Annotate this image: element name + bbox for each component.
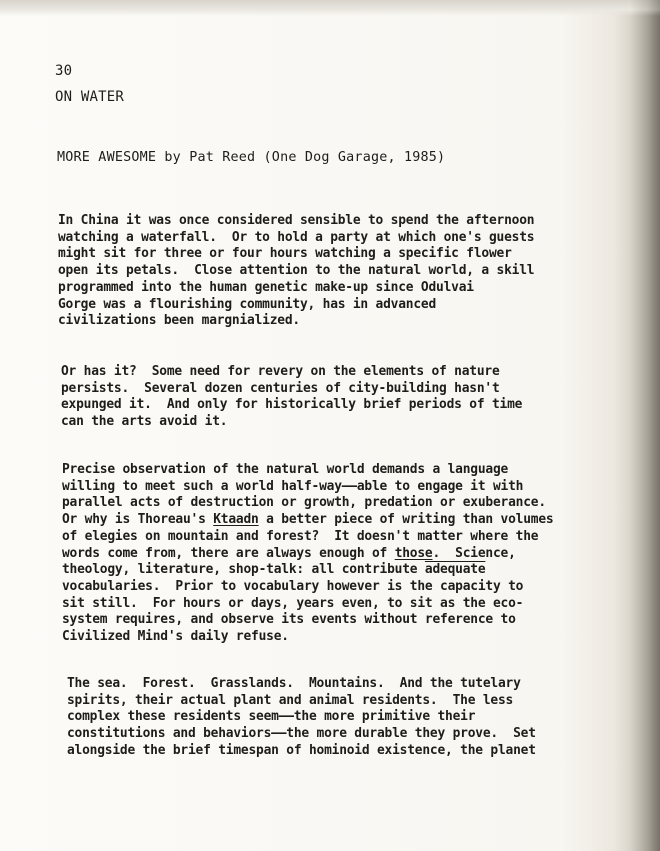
text-line: alongside the brief timespan of hominoid existence, the planet (67, 742, 536, 758)
text-line: willing to meet such a world half-way——able to engage it with (62, 478, 524, 494)
text-line: parallel acts of destruction or growth, predation or exuberance. (62, 495, 546, 511)
underlined-word: those (394, 545, 433, 561)
text-line: programmed into the human genetic make-up since Odulvai (58, 279, 474, 295)
paragraph-2 (61, 364, 522, 431)
text-line: might sit for three or four hours watching a specific flower (58, 246, 512, 262)
text-line: Gorge was a flourishing community, has in advanced (58, 296, 437, 312)
text-line: The sea. Forest. Grasslands. Mountains. And the tutelary (67, 676, 521, 691)
text-line: expunged it. And only for historically brief periods of time (61, 397, 523, 413)
text-line: of elegies on mountain and forest? It doesn't matter where the (62, 528, 539, 544)
text-line: system requires, and observe its events without reference to (62, 612, 516, 628)
text-line: vocabularies. Prior to vocabulary however is the capacity to (62, 578, 524, 594)
text-line: can the arts avoid it. (61, 414, 228, 430)
text-line: persists. Several dozen centuries of city-building hasn't (61, 380, 500, 396)
text-line: In China it was once considered sensible to spend the afternoon (58, 213, 535, 228)
paragraph-4 (67, 676, 536, 760)
text-line: open its petals. Close attention to the natural world, a skill (58, 263, 535, 279)
overlined-word: adequate (424, 562, 486, 578)
underlined-title: Ktaadn (213, 512, 259, 528)
text-segment: Or why is Thoreau's (62, 512, 214, 528)
text-line: Precise observation of the natural world demands a language (62, 462, 509, 477)
book-spine-shadow (630, 0, 660, 851)
text-segment: words come from, there are always enough of (62, 545, 395, 561)
text-line: Or has it? Some need for revery on the elements of nature (61, 364, 500, 379)
article-title: MORE AWESOME by Pat Reed (One Dog Garage, 1985) (57, 150, 446, 165)
text-line (62, 562, 553, 579)
page-number: 30 (55, 63, 73, 79)
text-segment: . Science, (432, 545, 516, 561)
text-line (62, 546, 553, 563)
page-header (55, 58, 124, 110)
text-segment: theology, literature, shop-talk: all contribute (62, 562, 425, 578)
text-line: spirits, their actual plant and animal residents. The less (67, 692, 514, 708)
text-line: constitutions and behaviors——the more durable they prove. Set (67, 726, 536, 742)
section-title: ON WATER (55, 89, 125, 105)
text-line: civilizations been margnialized. (58, 313, 300, 329)
text-line: complex these residents seem——the more primitive their (67, 709, 476, 725)
text-line (62, 512, 553, 529)
paragraph-1 (58, 213, 534, 330)
text-segment: a better piece of writing than volumes (258, 512, 554, 528)
page-top-edge (0, 0, 660, 16)
text-line: watching a waterfall. Or to hold a party at which one's guests (58, 229, 535, 245)
text-line: Civilized Mind's daily refuse. (62, 629, 289, 645)
paragraph-3 (62, 462, 553, 646)
text-line: sit still. For hours or days, years even, to sit as the eco- (62, 595, 524, 611)
